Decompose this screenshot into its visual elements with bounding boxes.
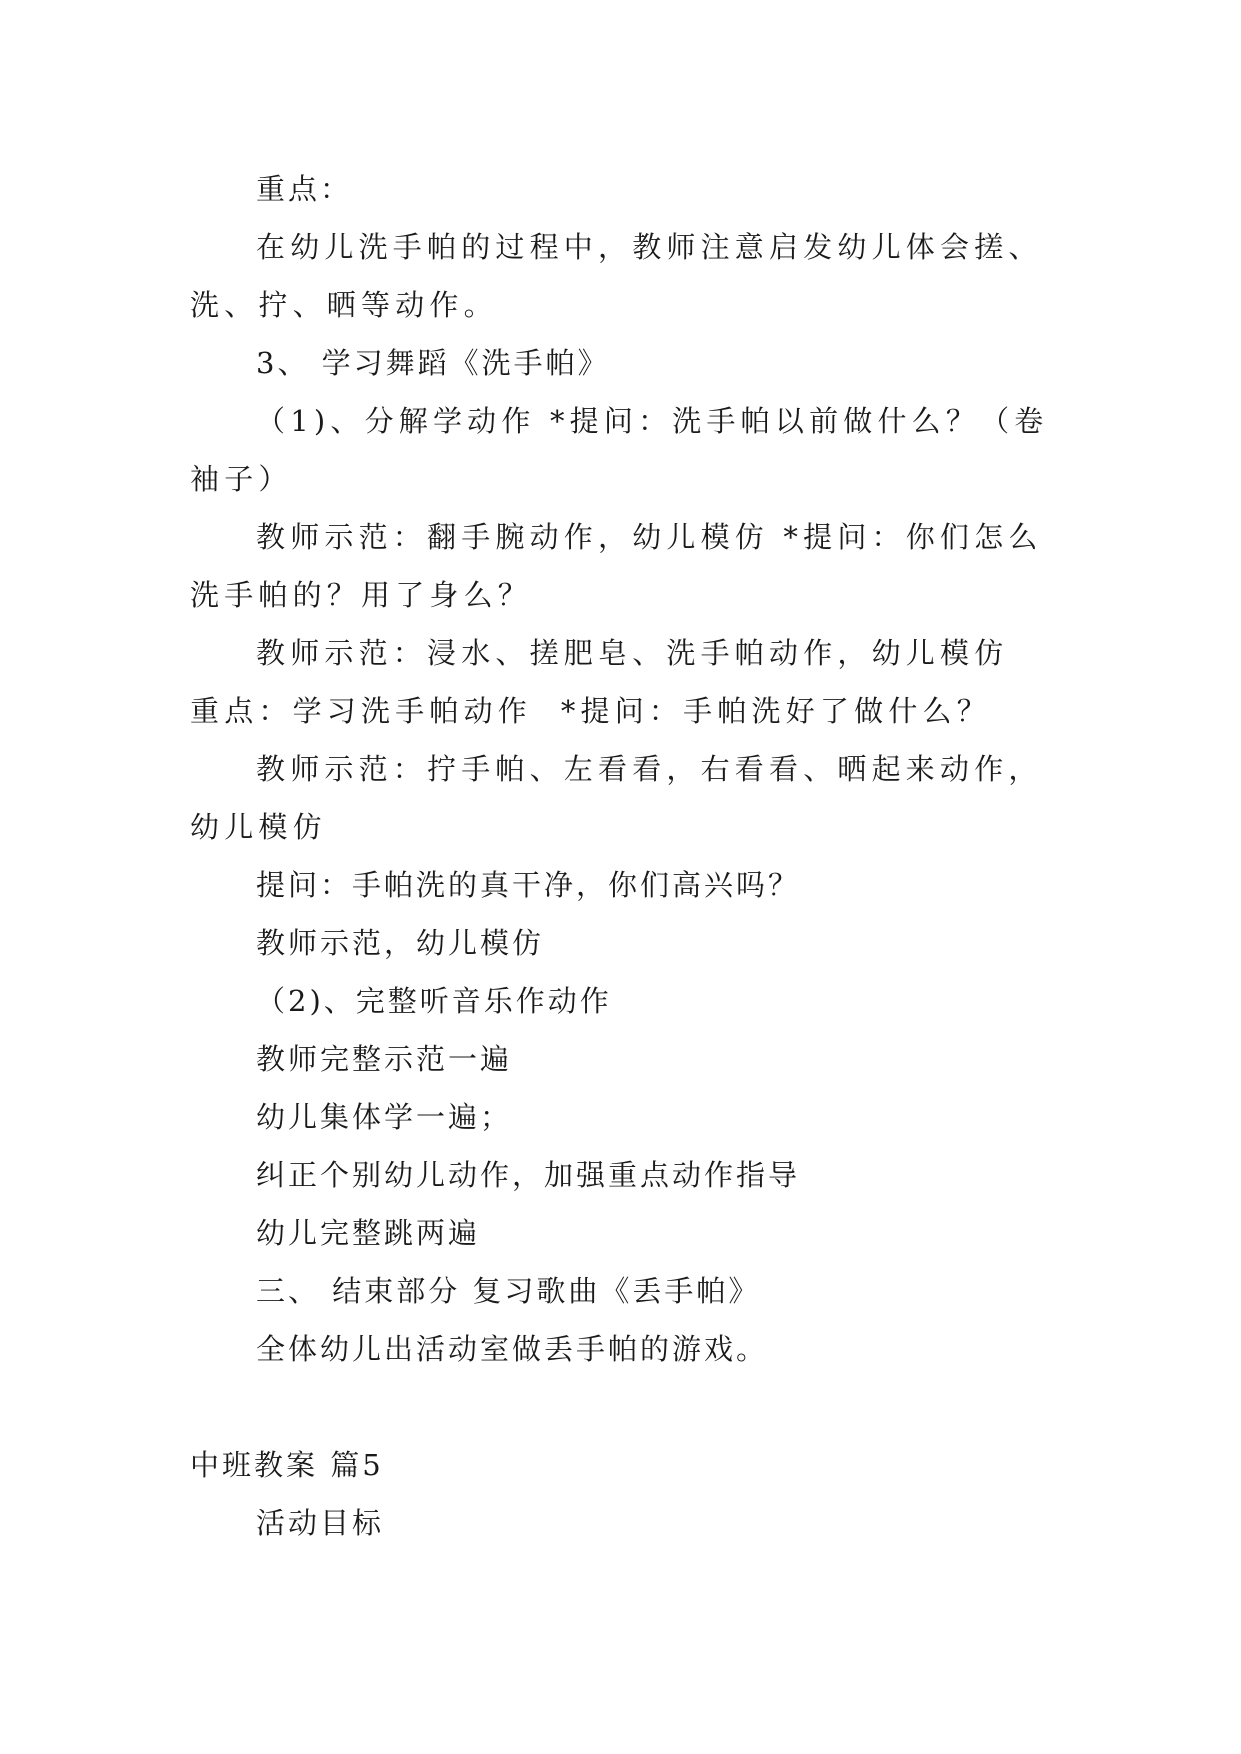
section-activity-goal: 活动目标 bbox=[256, 1506, 385, 1540]
paragraph-dance-twice: 幼儿完整跳两遍 bbox=[256, 1216, 481, 1250]
paragraph-final-game: 全体幼儿出活动室做丢手帕的游戏。 bbox=[256, 1332, 769, 1366]
paragraph-demo-wrist: 教师示范：翻手腕动作，幼儿模仿 *提问：你们怎么洗手帕的？用了身么？ bbox=[190, 520, 1043, 612]
paragraph-demo-drying: 教师示范：拧手帕、左看看，右看看、晒起来动作，幼儿模仿 bbox=[190, 752, 1043, 844]
paragraph-demo-imitate: 教师示范，幼儿模仿 bbox=[256, 926, 545, 960]
paragraph-step-2-music: （2)、完整听音乐作动作 bbox=[256, 984, 612, 1018]
paragraph-correct-actions: 纠正个别幼儿动作，加强重点动作指导 bbox=[256, 1158, 801, 1192]
paragraph-key-point: 重点： bbox=[256, 172, 353, 206]
paragraph-step-3: 3、 学习舞蹈《洗手帕》 bbox=[256, 346, 610, 380]
paragraph-full-demo: 教师完整示范一遍 bbox=[256, 1042, 513, 1076]
paragraph-ending-part: 三、 结束部分 复习歌曲《丢手帕》 bbox=[256, 1274, 761, 1308]
paragraph-step-1-breakdown: （1)、分解学动作 *提问：洗手帕以前做什么？（卷袖子） bbox=[190, 404, 1049, 496]
paragraph-demo-washing: 教师示范：浸水、搓肥皂、洗手帕动作，幼儿模仿 重点：学习洗手帕动作 *提问：手帕洗好了做什么？ bbox=[190, 636, 1023, 728]
paragraph-group-learn: 幼儿集体学一遍； bbox=[256, 1100, 513, 1134]
section-heading: 中班教案 篇5 bbox=[190, 1448, 384, 1482]
paragraph-teacher-guidance: 在幼儿洗手帕的过程中，教师注意启发幼儿体会搓、洗、拧、晒等动作。 bbox=[190, 230, 1043, 322]
paragraph-question-happy: 提问：手帕洗的真干净，你们高兴吗？ bbox=[256, 868, 801, 902]
document-body bbox=[190, 160, 1052, 1552]
